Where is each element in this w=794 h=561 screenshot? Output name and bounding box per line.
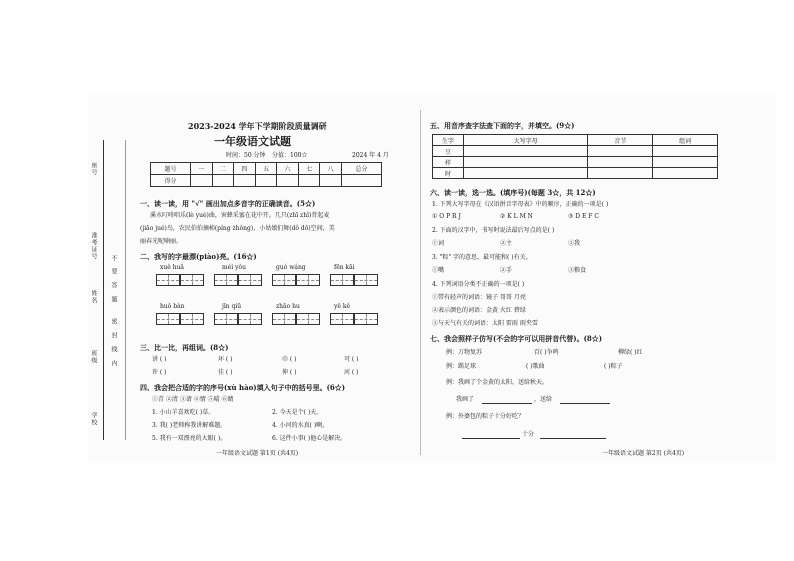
writing-grid-cell[interactable] — [180, 313, 204, 325]
q7-example: 例：我画了个金黄的太阳，送给秋天。 — [446, 379, 549, 386]
q2-pinyin: fēn kāi — [334, 264, 355, 271]
q5-header: 组词 — [653, 135, 718, 146]
score-cell: 七 — [298, 163, 320, 175]
q1-heading: 一、读一读，用 "√" 画出加点多音字的正确读音。(5☆) — [140, 199, 316, 208]
exam-score: 分值：100☆ — [272, 152, 308, 159]
q4-sentence[interactable]: 4. 小河的水真( )啊。 — [272, 422, 329, 429]
q6-option[interactable]: ①嘴 — [432, 267, 445, 274]
q3-item[interactable]: 坏 ( ) — [218, 356, 233, 363]
binding-seal-1: 密 — [110, 318, 117, 325]
writing-grid-cell[interactable] — [272, 274, 296, 286]
q7-example: 例：万物复苏 — [446, 349, 483, 356]
writing-grid-cell[interactable] — [296, 274, 320, 286]
q5-answer-cell[interactable] — [588, 168, 653, 179]
q7-blank[interactable]: 柳绿( )红 — [618, 349, 643, 356]
q7-example: 例：踢足球 — [446, 363, 477, 370]
q6-option[interactable]: ③我 — [568, 240, 581, 247]
score-input[interactable] — [212, 175, 234, 187]
writing-grid-cell[interactable] — [330, 274, 354, 286]
writing-grid-cell[interactable] — [238, 313, 262, 325]
footer-right: 一年级语文试题 第2页 (共4页) — [602, 450, 685, 457]
q5-header: 大写字母 — [464, 135, 588, 146]
binding-warn-2: 要 — [110, 268, 117, 275]
score-input[interactable] — [298, 175, 320, 187]
q5-answer-cell[interactable] — [464, 146, 588, 157]
q5-answer-cell[interactable] — [588, 146, 653, 157]
q6-item: 1. 下列大写字母在《汉语拼音字母表》中的顺序，正确的一项是( ) — [432, 201, 609, 208]
q6-option[interactable]: ③ D E F C — [568, 213, 599, 220]
binding-class-label: 班级 — [90, 350, 97, 364]
q1-line-3: 丽春光呢喃丽。 — [140, 238, 183, 245]
writing-grid-cell[interactable] — [156, 313, 180, 325]
score-input[interactable] — [277, 175, 299, 187]
writing-grid-cell[interactable] — [156, 274, 180, 286]
q5-char: 样 — [433, 157, 464, 168]
q7-blank[interactable]: 百( )争鸣 — [534, 349, 559, 356]
score-cell: 五 — [255, 163, 277, 175]
score-cell: 题号 — [151, 163, 191, 175]
score-cell: 总分 — [341, 163, 381, 175]
q4-sentence[interactable]: 5. 我有一双漂亮的大眼( )。 — [152, 435, 227, 442]
q6-option[interactable]: ② K L M N — [500, 213, 533, 220]
q5-answer-cell[interactable] — [464, 168, 588, 179]
q4-sentence[interactable]: 2. 今天是个( )天。 — [272, 409, 323, 416]
writing-grid-cell[interactable] — [180, 274, 204, 286]
q2-pinyin: xuě huā — [160, 264, 185, 271]
binding-line — [103, 140, 104, 440]
q5-answer-cell[interactable] — [464, 157, 588, 168]
writing-grid-cell[interactable] — [296, 313, 320, 325]
q4-sentence[interactable]: 6. 这件小事( )他心是解决。 — [272, 435, 347, 442]
q4-sentence[interactable]: 1. 小山羊喜欢吃( )草。 — [152, 409, 215, 416]
q1-line-2: (jiāo jué)鸟，农民伯伯摘柿(píng zhǒng)，小姑娘们舞(dǒ dō)空间，美 — [140, 225, 335, 232]
q6-option[interactable]: ③粮食 — [568, 267, 587, 274]
q3-item[interactable]: 可 ( ) — [344, 356, 359, 363]
q7-answer-line[interactable] — [560, 403, 610, 404]
q4-options: ①青 ②清 ③请 ④情 ⑤晴 ⑥睛 — [152, 396, 234, 403]
footer-left: 一年级语文试题 第1页 (共4页) — [216, 450, 299, 457]
q7-answer-line[interactable] — [462, 438, 520, 439]
q3-item[interactable]: 佳 ( ) — [218, 369, 233, 376]
binding-line-2 — [125, 140, 126, 440]
score-input[interactable] — [191, 175, 213, 187]
q7-answer-line[interactable] — [482, 403, 532, 404]
binding-warn-3: 答 — [110, 282, 117, 289]
q6-option[interactable]: ① O P R J — [432, 213, 461, 220]
page-divider — [420, 110, 421, 455]
binding-seat-label: 座号 — [90, 162, 97, 176]
binding-name-label: 姓名 — [90, 290, 97, 304]
q5-char: 时 — [433, 168, 464, 179]
exam-subtitle: 一年级语文试题 — [214, 135, 291, 148]
binding-seal-3: 线 — [110, 346, 117, 353]
q2-pinyin: zhāo hu — [276, 303, 300, 310]
q6-option[interactable]: ①带有轻声的词语：镜子 哥哥 月亮 — [432, 294, 526, 301]
writing-grid-cell[interactable] — [214, 313, 238, 325]
q4-heading: 四、我会把合适的字的序号(xù hào)填入句子中的括号里。(6☆) — [140, 383, 346, 392]
q6-option[interactable]: ③与天气有关的词语：太阳 雷雨 雨夹雪 — [432, 320, 538, 327]
exam-time: 时间：50 分钟 — [226, 152, 266, 159]
q2-pinyin: yě kě — [334, 303, 351, 310]
q7-answer-line[interactable] — [540, 438, 606, 439]
q2-heading: 二、我写的字最漂(piào)亮。(16☆) — [140, 252, 257, 261]
q3-item[interactable]: 许 ( ) — [152, 369, 167, 376]
q5-header: 生字 — [433, 135, 464, 146]
writing-grid-cell[interactable] — [354, 274, 378, 286]
score-cell: 得分 — [151, 175, 191, 187]
q5-answer-cell[interactable] — [588, 157, 653, 168]
q7-blank[interactable]: ( )粽子 — [604, 363, 623, 370]
score-input[interactable] — [320, 175, 342, 187]
q5-answer-cell[interactable] — [653, 146, 718, 157]
q6-item: 4. 下列词语分类不正确的一项是( ) — [432, 281, 525, 288]
q5-table — [432, 134, 718, 179]
q2-pinyin: jīn qiū — [222, 303, 242, 310]
score-input[interactable] — [255, 175, 277, 187]
score-cell: 一 — [191, 163, 213, 175]
q6-heading: 六、读一读，选一选。(填序号)(每题 3☆，共 12☆) — [430, 188, 596, 197]
binding-seal-2: 封 — [110, 332, 117, 339]
writing-grid-cell[interactable] — [330, 313, 354, 325]
q4-sentence[interactable]: 3. 我( )老师称我讲解难题。 — [152, 422, 227, 429]
q6-option[interactable]: ②表示颜色的词语：金黄 火红 碧绿 — [432, 307, 526, 314]
q6-item: 3. "粽" 字的意思，最可能和( )有关。 — [432, 254, 532, 261]
q6-option[interactable]: ②主 — [500, 240, 513, 247]
q5-char: 豆 — [433, 146, 464, 157]
q6-item: 2. 下面的汉字中，书写时说法最后写点的是( ) — [432, 227, 555, 234]
binding-seal-4: 内 — [110, 360, 117, 367]
score-cell: 六 — [277, 163, 299, 175]
exam-title: 2023-2024 学年下学期阶段质量调研 — [188, 121, 327, 131]
q3-item[interactable]: 巾 ( ) — [282, 356, 297, 363]
writing-grid-cell[interactable] — [214, 274, 238, 286]
q7-prompt: 十分 — [522, 431, 535, 438]
binding-exam-no-label: 准考证号 — [90, 232, 97, 260]
q7-prompt: 我画了 — [456, 396, 475, 403]
q6-option[interactable]: ②手 — [500, 267, 513, 274]
q6-option[interactable]: ①词 — [432, 240, 445, 247]
q3-item[interactable]: 河 ( ) — [344, 369, 359, 376]
q2-pinyin: méi yǒu — [222, 264, 246, 271]
writing-grid-cell[interactable] — [354, 313, 378, 325]
q7-prompt: ，送给 — [534, 396, 553, 403]
binding-school-label: 学校 — [90, 412, 97, 426]
q1-line-1: 溪水叮咚唱乐(lè yuè)曲，害蜂采蜜在花中开。几只(zhī zhǐ)背起麦 — [150, 212, 330, 219]
q5-header: 音节 — [588, 135, 653, 146]
binding-warn-1: 不 — [110, 255, 117, 262]
q2-pinyin: guó wáng — [276, 264, 306, 271]
q7-heading: 七、我会照样子仿写(不会的字可以用拼音代替)。(8☆) — [430, 334, 603, 343]
q7-example: 例：外婆包的粽子十分好吃？ — [446, 413, 525, 420]
q5-answer-cell[interactable] — [653, 157, 718, 168]
q3-heading: 三、比一比，再组词。(8☆) — [140, 343, 229, 352]
q7-blank[interactable]: ( )歌曲 — [526, 363, 545, 370]
score-cell: 八 — [320, 163, 342, 175]
q3-item[interactable]: 伸 ( ) — [282, 369, 297, 376]
q3-item[interactable]: 讲 ( ) — [152, 356, 167, 363]
q2-pinyin: huǒ bàn — [160, 303, 185, 310]
q5-heading: 五、用音序查字法查下面的字，并填空。(9☆) — [430, 121, 575, 130]
score-input[interactable] — [341, 175, 381, 187]
score-input[interactable] — [234, 175, 256, 187]
exam-date: 2024 年 4 月 — [352, 152, 389, 159]
binding-warn-4: 题 — [110, 296, 117, 303]
score-table — [150, 162, 382, 187]
q5-answer-cell[interactable] — [653, 168, 718, 179]
writing-grid-cell[interactable] — [238, 274, 262, 286]
writing-grid-cell[interactable] — [272, 313, 296, 325]
score-cell: 四 — [234, 163, 256, 175]
score-cell: 二 — [212, 163, 234, 175]
